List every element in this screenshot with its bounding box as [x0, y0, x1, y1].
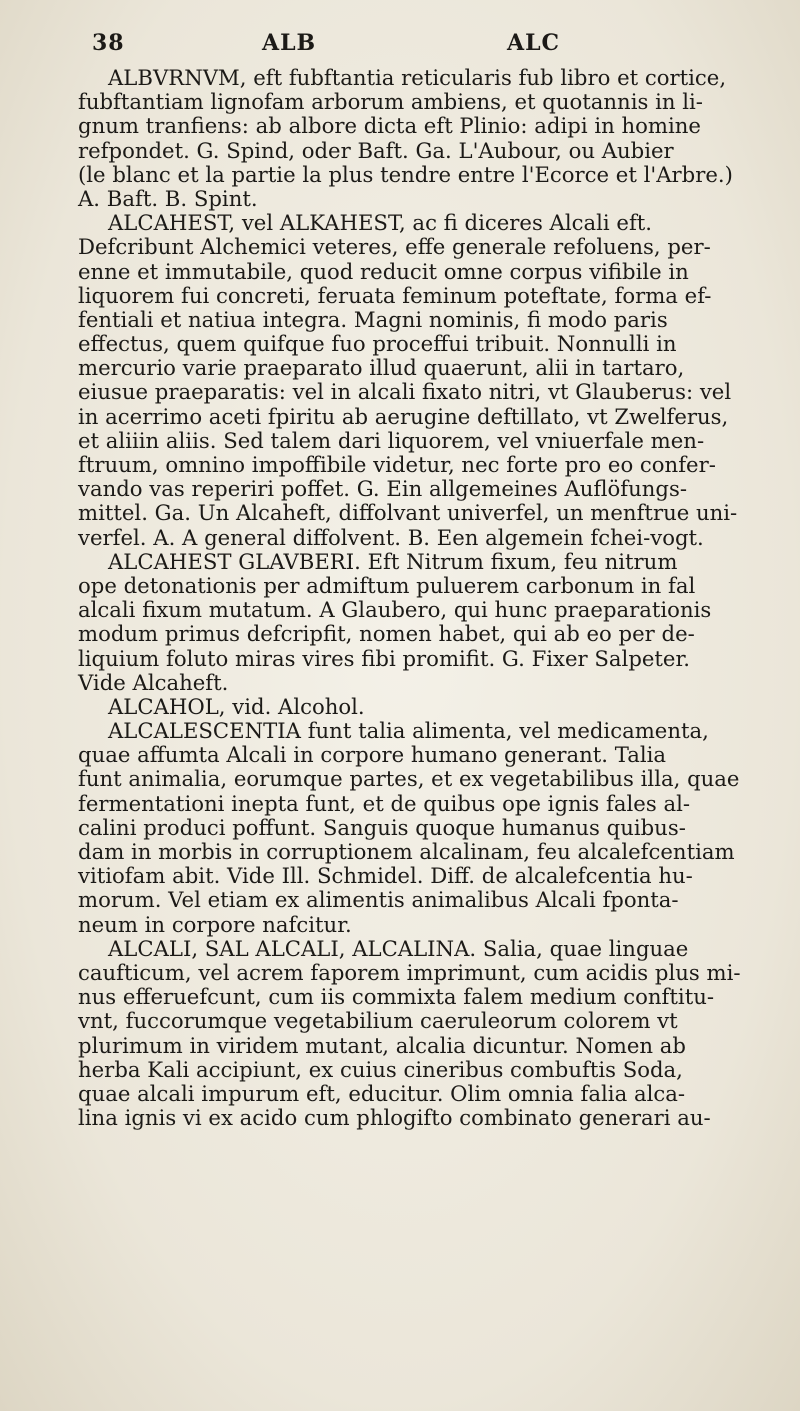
text-line: quae alcali impurum eft, educitur. Olim omnia falia alca- — [78, 1080, 686, 1106]
text-line: ALCALESCENTIA funt talia alimenta, vel medicamenta, — [108, 718, 709, 744]
text-line: ALCAHEST GLAVBERI. Eft Nitrum fixum, feu nitrum — [108, 548, 678, 574]
text-line: liquorem fui concreti, feruata feminum poteftate, forma ef- — [78, 282, 712, 308]
text-line: neum in corpore nafcitur. — [78, 911, 352, 937]
text-line: liquium foluto miras vires fibi promifit. G. Fixer Salpeter. — [78, 645, 691, 671]
text-line: Vide Alcaheft. — [78, 669, 229, 695]
text-line: morum. Vel etiam ex alimentis animalibus Alcali fponta- — [78, 887, 679, 913]
text-line: verfel. A. A general diffolvent. B. Een algemein fchei-vogt. — [78, 524, 704, 550]
text-line: modum primus defcripfit, nomen habet, qui ab eo per de- — [78, 621, 695, 647]
text-line: fentiali et natiua integra. Magni nominis, fi modo paris — [78, 306, 668, 332]
text-line: ope detonationis per admiftum puluerem carbonum in fal — [78, 572, 696, 598]
text-line: caufticum, vel acrem faporem imprimunt, cum acidis plus mi- — [78, 959, 741, 985]
text-line: ALCAHEST, vel ALKAHEST, ac fi diceres Alcali eft. — [108, 210, 653, 236]
text-line: eiusue praeparatis: vel in alcali fixato nitri, vt Glauberus: vel — [78, 379, 732, 405]
text-line: vitiofam abit. Vide Ill. Schmidel. Diff. de alcalefcentia hu- — [78, 863, 693, 889]
text-line: fermentationi inepta funt, et de quibus ope ignis fales al- — [78, 790, 691, 816]
text-line: vando vas reperiri poffet. G. Ein allgemeines Auflöfungs- — [78, 476, 688, 502]
text-line: alcali fixum mutatum. A Glaubero, qui hunc praeparationis — [78, 597, 712, 623]
text-line: vnt, fuccorumque vegetabilium caeruleorum colorem vt — [78, 1008, 678, 1034]
header-right-word: ALC — [507, 30, 561, 56]
text-line: funt animalia, eorumque partes, et ex vegetabilibus illa, quae — [78, 766, 740, 792]
text-line: ftruum, omnino impoffibile videtur, nec forte pro eo confer- — [78, 452, 716, 477]
page-number: 38 — [92, 30, 125, 56]
text-line: in acerrimo aceti fpiritu ab aerugine deftillato, vt Zwelferus, — [78, 403, 729, 429]
text-line: plurimum in viridem mutant, alcalia dicuntur. Nomen ab — [78, 1032, 686, 1058]
text-line: quae affumta Alcali in corpore humano generant. Talia — [78, 742, 667, 768]
text-line: ALBVRNVM, eft fubftantia reticularis fub libro et cortice, — [108, 65, 727, 90]
text-line: nus efferuefcunt, cum iis commixta falem medium conftitu- — [78, 984, 715, 1010]
text-line: refpondet. G. Spind, oder Baft. Ga. L'Aubour, ou Aubier — [78, 137, 674, 163]
page-text — [78, 66, 768, 1130]
text-line: ALCAHOL, vid. Alcohol. — [108, 693, 365, 719]
text-line: herba Kali accipiunt, ex cuius cineribus combuftis Soda, — [78, 1056, 683, 1082]
text-line: (le blanc et la partie la plus tendre entre l'Ecorce et l'Arbre.) — [78, 161, 733, 187]
text-line: fubftantiam lignofam arborum ambiens, et quotannis in li- — [78, 89, 703, 115]
text-line: effectus, quem quifque fuo proceffui tribuit. Nonnulli in — [78, 331, 677, 357]
text-line: et aliiin aliis. Sed talem dari liquorem, vel vniuerfale men- — [78, 427, 705, 453]
text-line: mercurio varie praeparato illud quaerunt, alii in tartaro, — [78, 355, 685, 381]
text-line: lina ignis vi ex acido cum phlogifto combinato generari au- — [78, 1105, 711, 1131]
text-line: ALCALI, SAL ALCALI, ALCALINA. Salia, quae linguae — [108, 935, 689, 961]
text-line: Defcribunt Alchemici veteres, effe generale refoluens, per- — [78, 234, 711, 260]
header-left-word: ALB — [262, 30, 317, 56]
text-line: dam in morbis in corruptionem alcalinam, feu alcalefcentiam — [78, 839, 735, 864]
text-line: A. Baft. B. Spint. — [78, 185, 258, 211]
text-line: enne et immutabile, quod reducit omne corpus vifibile in — [78, 258, 689, 284]
text-line: gnum tranfiens: ab albore dicta eft Plinio: adipi in homine — [78, 113, 701, 139]
text-line: calini produci poffunt. Sanguis quoque humanus quibus- — [78, 814, 686, 840]
text-line: mittel. Ga. Un Alcaheft, diffolvant univerfel, un menftrue uni- — [78, 500, 738, 526]
running-header — [92, 30, 740, 62]
